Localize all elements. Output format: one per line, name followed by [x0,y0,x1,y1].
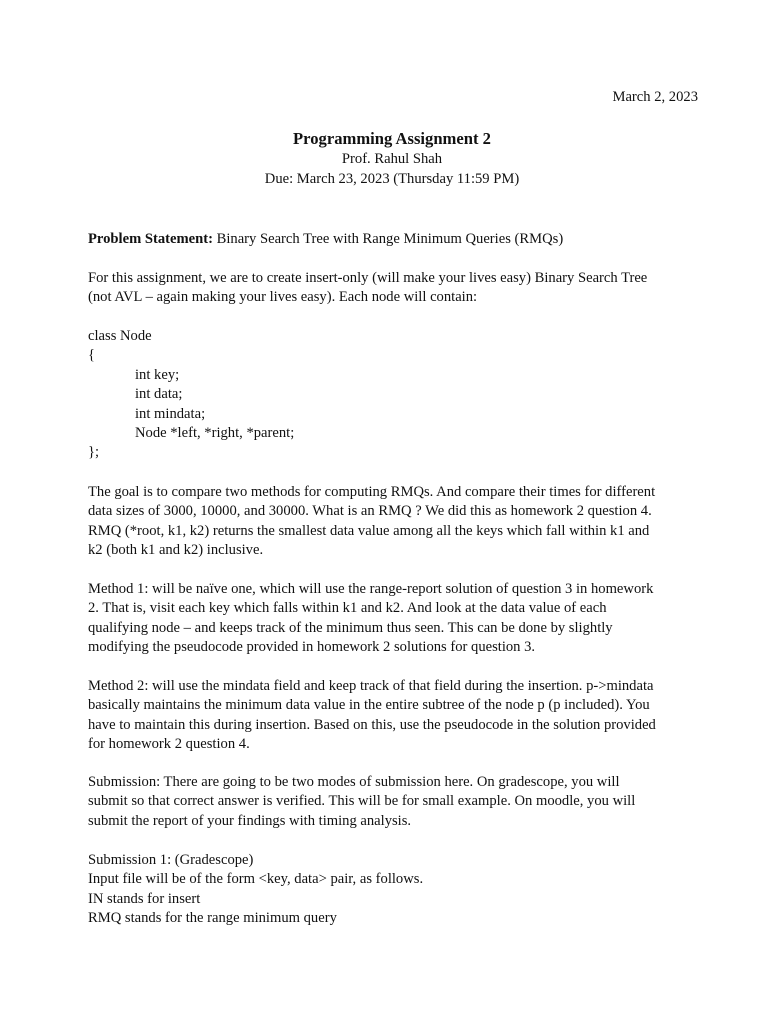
goal-paragraph [88,483,700,561]
method1-line: Method 1: will be naïve one, which will use the range-report solution of question 3 in homework [88,581,654,597]
submission1-line: RMQ stands for the range minimum query [88,910,337,927]
submission1-paragraph [88,851,700,929]
code-line: class Node [88,328,152,344]
submission-line: Submission: There are going to be two modes of submission here. On gradescope, you will [88,774,620,790]
code-line: int data; [135,386,183,403]
method2-line: basically maintains the minimum data value in the entire subtree of the node p (p included). You [88,697,650,714]
method2-line: Method 2: will use the mindata field and keep track of that field during the insertion. p->mindata [88,678,654,694]
method1-paragraph [88,580,700,658]
document-title: Programming Assignment 2 [293,129,491,148]
submission-line: submit the report of your findings with timing analysis. [88,812,412,829]
method2-line: for homework 2 question 4. [88,736,250,753]
method2-line: have to maintain this during insertion. Based on this, use the pseudocode in the solution provided [88,716,656,733]
intro-line: For this assignment, we are to create insert-only (will make your lives easy) Binary Search Tree [88,270,648,286]
goal-line: k2 (both k1 and k2) inclusive. [88,542,264,559]
goal-line: The goal is to compare two methods for computing RMQs. And compare their times for different [88,484,656,500]
submission1-line: Input file will be of the form <key, data> pair, as follows. [88,871,424,888]
code-line: }; [88,444,100,461]
submission1-line: Submission 1: (Gradescope) [88,852,254,868]
submission1-line: IN stands for insert [88,890,201,907]
document-heading [0,128,784,189]
method1-line: 2. That is, visit each key which falls within k1 and k2. And look at the data value of each [88,600,607,617]
node-class-code [88,327,700,463]
submission-line: submit so that correct answer is verified. This will be for small example. On moodle, you will [88,793,636,810]
method1-line: modifying the pseudocode provided in homework 2 solutions for question 3. [88,639,536,656]
intro-paragraph [88,269,700,308]
submission-paragraph [88,773,700,831]
method2-paragraph [88,677,700,755]
method1-line: qualifying node – and keeps track of the minimum thus seen. This can be done by slightly [88,619,613,636]
code-line: int mindata; [135,405,206,422]
problem-statement-text: Binary Search Tree with Range Minimum Queries (RMQs) [212,231,564,247]
intro-line: (not AVL – again making your lives easy). Each node will contain: [88,289,478,306]
problem-statement-label: Problem Statement: [88,231,213,247]
code-line: Node *left, *right, *parent; [135,425,295,442]
professor-name: Prof. Rahul Shah [341,151,443,167]
due-date: Due: March 23, 2023 (Thursday 11:59 PM) [264,171,520,187]
goal-line: data sizes of 3000, 10000, and 30000. What is an RMQ ? We did this as homework 2 question 4. [88,503,652,520]
document-date: March 2, 2023 [612,89,698,105]
code-line: { [88,347,96,364]
problem-statement [88,230,700,249]
goal-line: RMQ (*root, k1, k2) returns the smallest data value among all the keys which fall within k1 and [88,522,650,539]
code-line: int key; [135,366,180,383]
